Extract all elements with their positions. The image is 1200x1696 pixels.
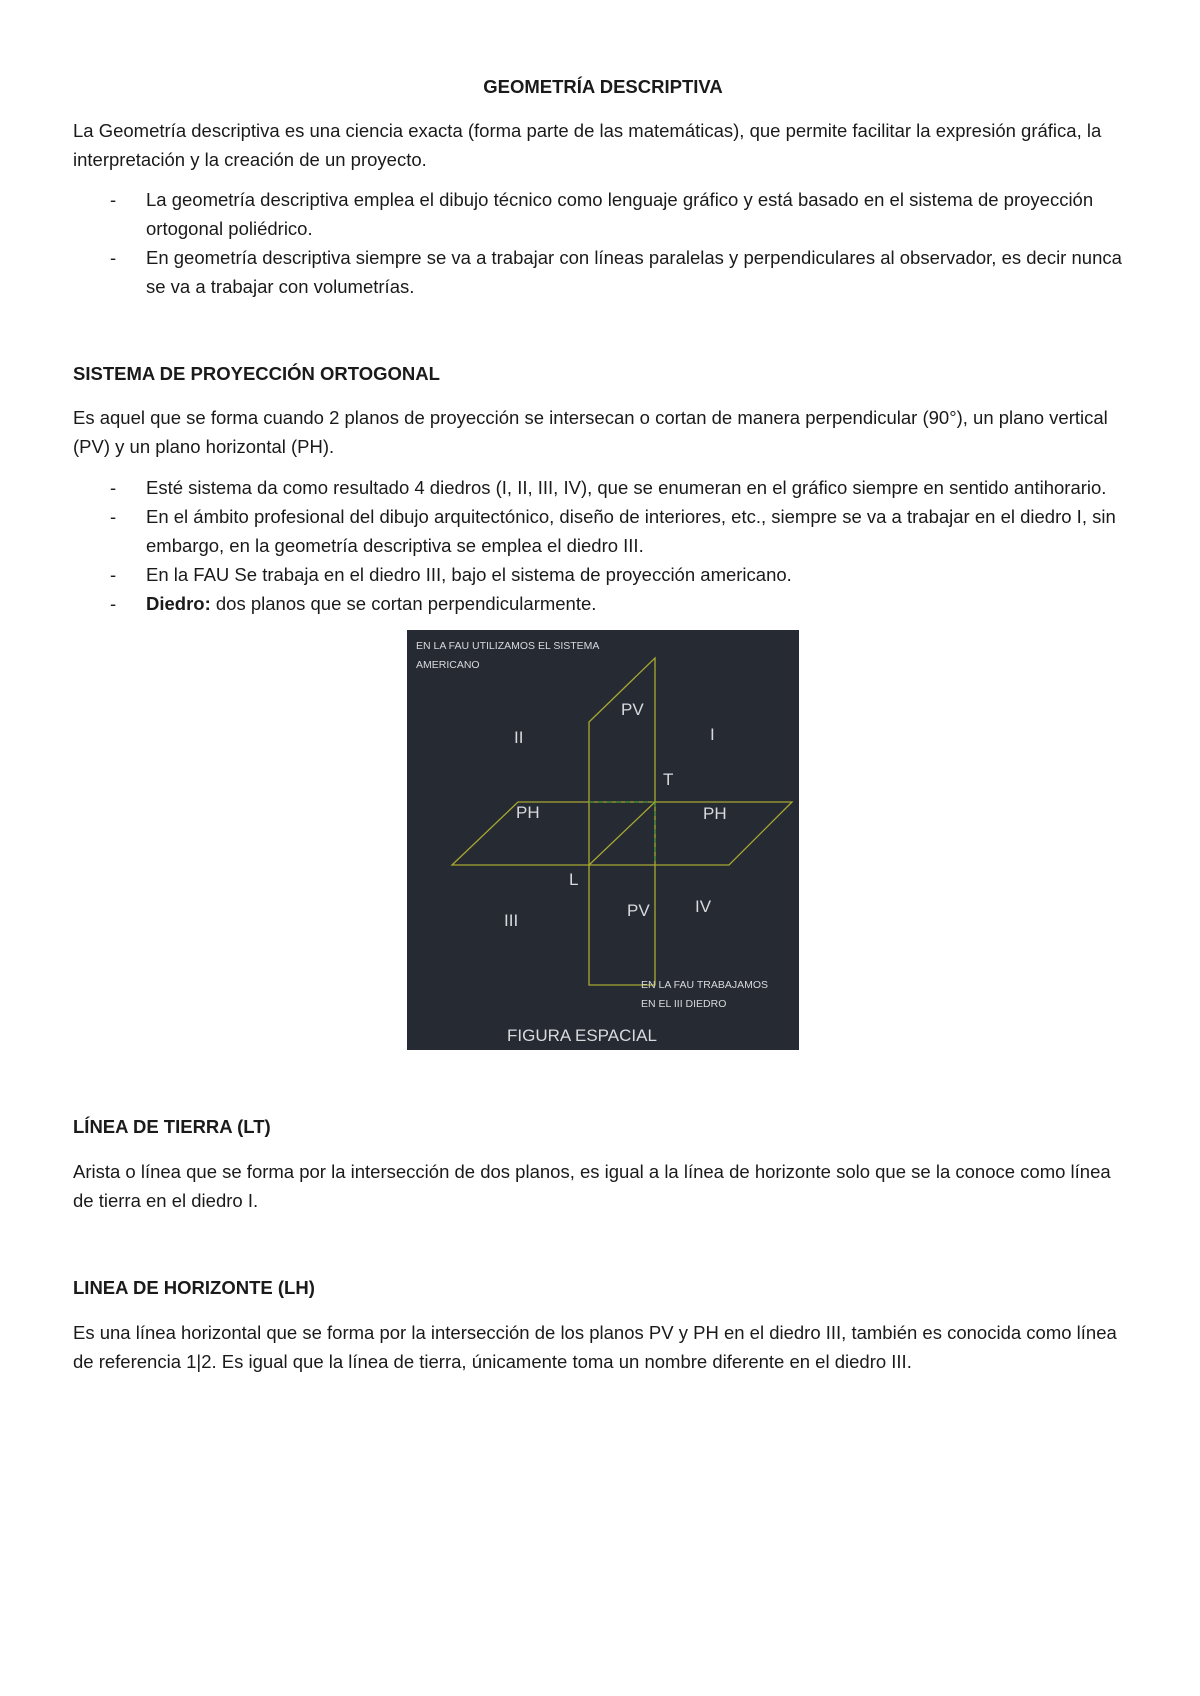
list-item: - En geometría descriptiva siempre se va a trabajar con líneas paralelas y perpendiculares al observador, es decir nunca se va a trabajar con volumetrías. xyxy=(73,243,1133,301)
list-item: - En el ámbito profesional del dibujo arquitectónico, diseño de interiores, etc., siempre se va a trabajar en el diedro I, sin embargo, en la geometría descriptiva se emplea el diedro III. xyxy=(73,502,1133,560)
label-t: T xyxy=(663,770,674,789)
figure-caption: FIGURA ESPACIAL xyxy=(507,1026,657,1045)
note-top-line1: EN LA FAU UTILIZAMOS EL SISTEMA xyxy=(416,640,600,652)
document-title: GEOMETRÍA DESCRIPTIVA xyxy=(483,76,723,97)
section-paragraph-proyeccion: Es aquel que se forma cuando 2 planos de proyección se intersecan o cortan de manera perpendicular (90°), un plano vertical (PV) y un plano horizontal (PH). xyxy=(73,407,1108,457)
section-heading-linea-horizonte: LINEA DE HORIZONTE (LH) xyxy=(73,1277,315,1298)
document-body xyxy=(73,72,1133,1376)
section-heading-linea-tierra: LÍNEA DE TIERRA (LT) xyxy=(73,1116,271,1137)
label-ph-right: PH xyxy=(703,804,727,823)
list-item: - La geometría descriptiva emplea el dibujo técnico como lenguaje gráfico y está basado en el sistema de proyección ortogonal poliédrico. xyxy=(73,185,1133,243)
note-bottom-line1: EN LA FAU TRABAJAMOS xyxy=(641,979,769,991)
quadrant-iii-label: III xyxy=(504,911,519,930)
label-pv-top: PV xyxy=(621,700,644,719)
list-item: - En la FAU Se trabaja en el diedro III, bajo el sistema de proyección americano. xyxy=(73,560,1133,589)
proyeccion-list xyxy=(73,473,1133,618)
figure-container xyxy=(73,630,1133,1050)
intro-paragraph: La Geometría descriptiva es una ciencia exacta (forma parte de las matemáticas), que permite facilitar la expresión gráfica, la interpretación y la creación de un proyecto. xyxy=(73,120,1102,170)
diedro-definition: dos planos que se cortan perpendicularmente. xyxy=(210,593,597,614)
label-ph-left: PH xyxy=(516,803,540,822)
list-item xyxy=(73,589,1133,618)
list-item: - Esté sistema da como resultado 4 diedros (I, II, III, IV), que se enumeran en el gráfico siempre en sentido antihorario. xyxy=(73,473,1133,502)
quadrant-iv-label: IV xyxy=(695,897,712,916)
section-paragraph-linea-horizonte: Es una línea horizontal que se forma por la intersección de los planos PV y PH en el diedro III, también es conocida como línea de referencia 1|2. Es igual que la línea de tierra, únicamente toma un nombre diferente en el diedro III. xyxy=(73,1322,1117,1372)
quadrant-ii-label: II xyxy=(514,728,524,747)
label-pv-bottom: PV xyxy=(627,901,650,920)
label-l: L xyxy=(569,870,579,889)
line-of-intersection xyxy=(589,802,655,865)
projection-diagram xyxy=(407,630,799,1050)
section-heading-proyeccion: SISTEMA DE PROYECCIÓN ORTOGONAL xyxy=(73,363,440,384)
note-top-line2: AMERICANO xyxy=(416,659,480,671)
figura-espacial-image xyxy=(407,630,799,1050)
note-bottom-line2: EN EL III DIEDRO xyxy=(641,998,727,1010)
quadrant-i-label: I xyxy=(710,725,715,744)
intro-list xyxy=(73,185,1133,301)
section-paragraph-linea-tierra: Arista o línea que se forma por la intersección de dos planos, es igual a la línea de horizonte solo que se la conoce como línea de tierra en el diedro I. xyxy=(73,1161,1111,1211)
diedro-term: Diedro: xyxy=(146,593,211,614)
